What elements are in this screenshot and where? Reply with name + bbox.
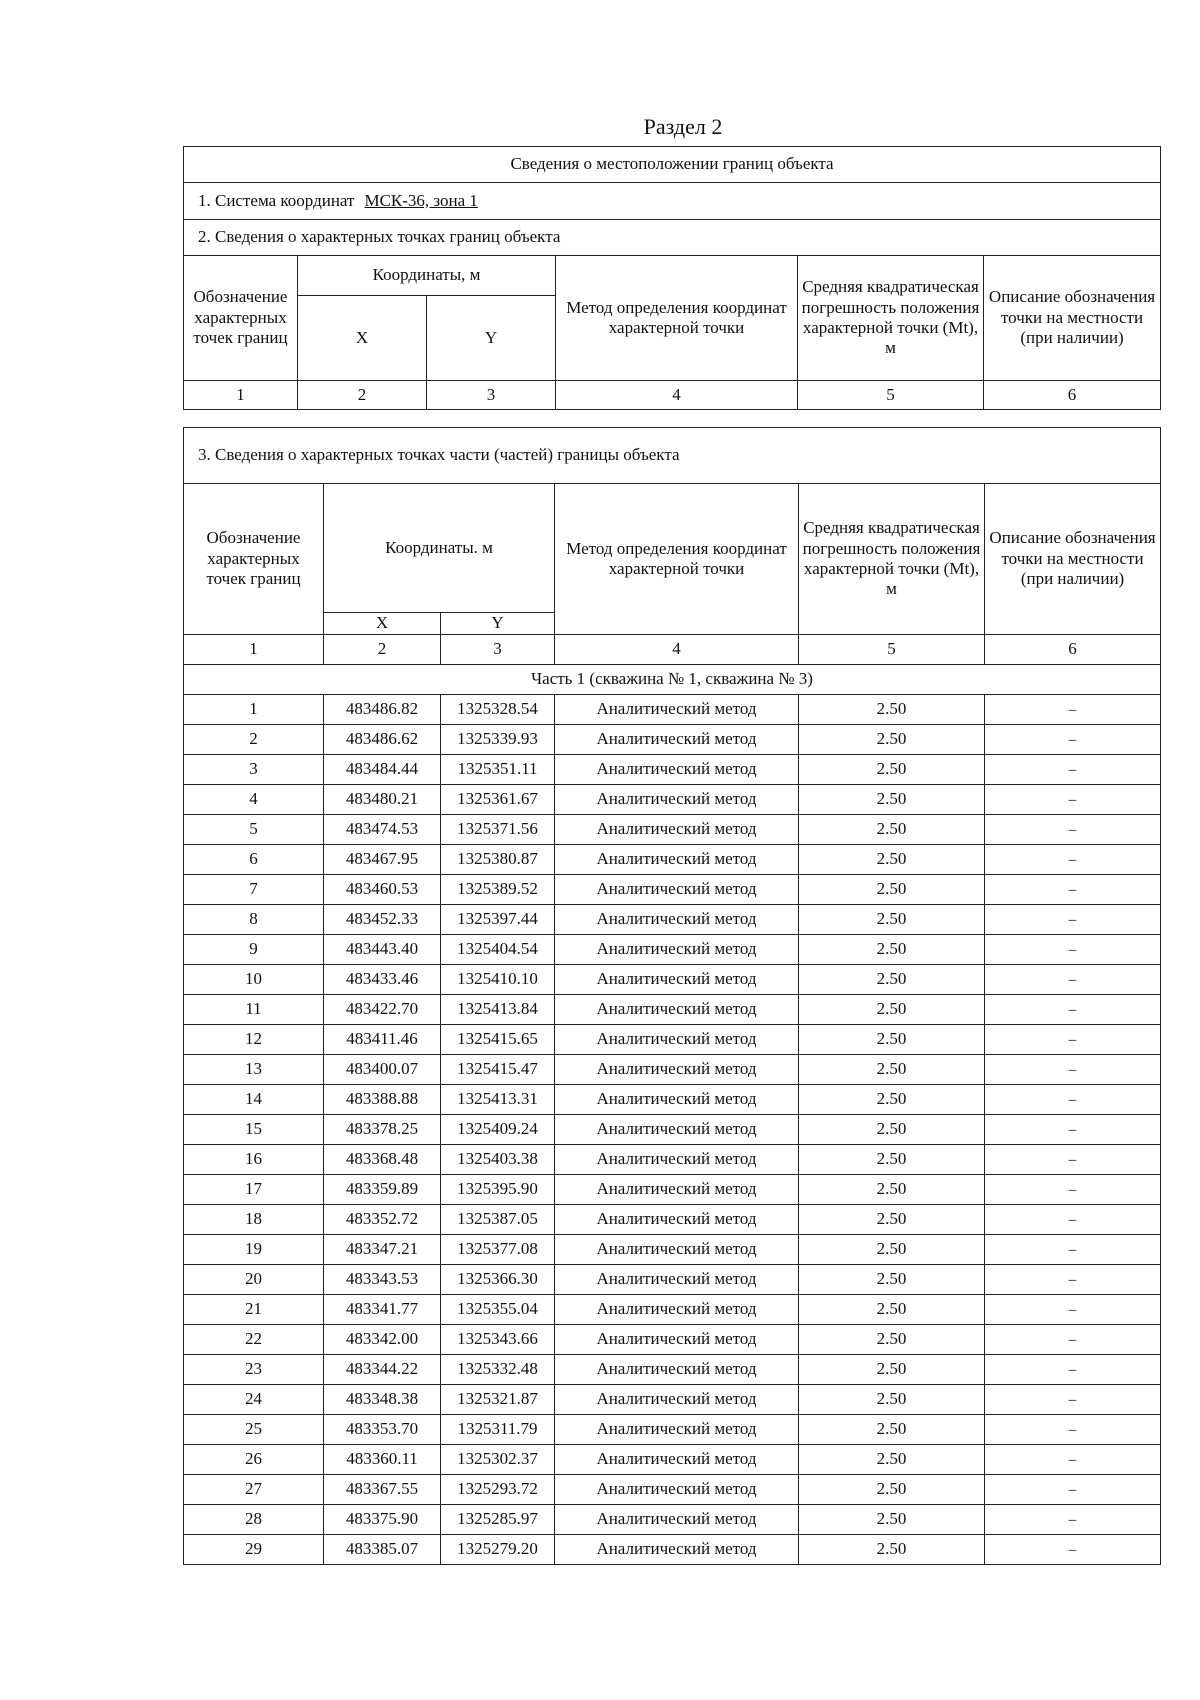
coord-x: 483486.62 bbox=[324, 725, 441, 755]
header-description: Описание обозначения точки на местности (при наличии) bbox=[985, 484, 1161, 635]
method: Аналитический метод bbox=[555, 965, 799, 995]
method: Аналитический метод bbox=[555, 1025, 799, 1055]
coord-y: 1325343.66 bbox=[441, 1325, 555, 1355]
coord-y: 1325410.10 bbox=[441, 965, 555, 995]
method: Аналитический метод bbox=[555, 1445, 799, 1475]
header-error: Средняя квадратическая погрешность положения характерной точки (Mt), м bbox=[799, 484, 985, 635]
coord-x: 483341.77 bbox=[324, 1295, 441, 1325]
coord-y: 1325397.44 bbox=[441, 905, 555, 935]
point-number: 13 bbox=[184, 1055, 324, 1085]
mt-value: 2.50 bbox=[799, 1055, 985, 1085]
point-number: 14 bbox=[184, 1085, 324, 1115]
table-row bbox=[184, 1265, 1161, 1295]
point-number: 20 bbox=[184, 1265, 324, 1295]
coord-y: 1325355.04 bbox=[441, 1295, 555, 1325]
point-number: 7 bbox=[184, 875, 324, 905]
table-row bbox=[184, 725, 1161, 755]
method: Аналитический метод bbox=[555, 1205, 799, 1235]
table-row bbox=[184, 1355, 1161, 1385]
table-row bbox=[184, 1055, 1161, 1085]
col-number: 3 bbox=[441, 635, 555, 665]
method: Аналитический метод bbox=[555, 1055, 799, 1085]
point-number: 26 bbox=[184, 1445, 324, 1475]
col-number: 5 bbox=[799, 635, 985, 665]
description: – bbox=[985, 995, 1161, 1025]
coord-y: 1325279.20 bbox=[441, 1535, 555, 1565]
point-number: 17 bbox=[184, 1175, 324, 1205]
method: Аналитический метод bbox=[555, 1085, 799, 1115]
table-row bbox=[184, 1025, 1161, 1055]
header-coords: Координаты, м bbox=[298, 256, 556, 296]
table-row bbox=[184, 1325, 1161, 1355]
coord-y: 1325285.97 bbox=[441, 1505, 555, 1535]
description: – bbox=[985, 1145, 1161, 1175]
mt-value: 2.50 bbox=[799, 1295, 985, 1325]
description: – bbox=[985, 1295, 1161, 1325]
mt-value: 2.50 bbox=[799, 785, 985, 815]
table-row bbox=[184, 1385, 1161, 1415]
coord-y: 1325339.93 bbox=[441, 725, 555, 755]
point-number: 8 bbox=[184, 905, 324, 935]
mt-value: 2.50 bbox=[799, 875, 985, 905]
mt-value: 2.50 bbox=[799, 1145, 985, 1175]
coord-x: 483352.72 bbox=[324, 1205, 441, 1235]
coord-x: 483486.82 bbox=[324, 695, 441, 725]
description: – bbox=[985, 1325, 1161, 1355]
method: Аналитический метод bbox=[555, 755, 799, 785]
mt-value: 2.50 bbox=[799, 1445, 985, 1475]
mt-value: 2.50 bbox=[799, 1025, 985, 1055]
points-title: 2. Сведения о характерных точках границ объекта bbox=[184, 220, 1161, 256]
coord-y: 1325415.65 bbox=[441, 1025, 555, 1055]
coord-x: 483388.88 bbox=[324, 1085, 441, 1115]
method: Аналитический метод bbox=[555, 875, 799, 905]
col-number: 6 bbox=[984, 381, 1161, 410]
method: Аналитический метод bbox=[555, 935, 799, 965]
coord-x: 483359.89 bbox=[324, 1175, 441, 1205]
point-number: 4 bbox=[184, 785, 324, 815]
mt-value: 2.50 bbox=[799, 1355, 985, 1385]
coord-x: 483400.07 bbox=[324, 1055, 441, 1085]
coord-x: 483342.00 bbox=[324, 1325, 441, 1355]
point-number: 27 bbox=[184, 1475, 324, 1505]
method: Аналитический метод bbox=[555, 1235, 799, 1265]
description: – bbox=[985, 845, 1161, 875]
table-row bbox=[184, 785, 1161, 815]
part-boundary-table bbox=[183, 427, 1161, 1565]
method: Аналитический метод bbox=[555, 1505, 799, 1535]
table-row bbox=[184, 875, 1161, 905]
table-row bbox=[184, 1445, 1161, 1475]
description: – bbox=[985, 1535, 1161, 1565]
col-number: 2 bbox=[298, 381, 427, 410]
method: Аналитический метод bbox=[555, 1535, 799, 1565]
header-x: X bbox=[324, 613, 441, 635]
mt-value: 2.50 bbox=[799, 845, 985, 875]
method: Аналитический метод bbox=[555, 1325, 799, 1355]
description: – bbox=[985, 1025, 1161, 1055]
point-number: 12 bbox=[184, 1025, 324, 1055]
description: – bbox=[985, 1055, 1161, 1085]
description: – bbox=[985, 785, 1161, 815]
coord-y: 1325302.37 bbox=[441, 1445, 555, 1475]
point-number: 22 bbox=[184, 1325, 324, 1355]
header-designation: Обозначение характерных точек границ bbox=[184, 484, 324, 635]
mt-value: 2.50 bbox=[799, 1115, 985, 1145]
point-number: 25 bbox=[184, 1415, 324, 1445]
table-row bbox=[184, 1535, 1161, 1565]
method: Аналитический метод bbox=[555, 1475, 799, 1505]
col-number: 4 bbox=[555, 635, 799, 665]
coord-y: 1325404.54 bbox=[441, 935, 555, 965]
method: Аналитический метод bbox=[555, 845, 799, 875]
col-number: 4 bbox=[556, 381, 798, 410]
mt-value: 2.50 bbox=[799, 1385, 985, 1415]
table-row bbox=[184, 1175, 1161, 1205]
header-coords: Координаты. м bbox=[324, 484, 555, 613]
method: Аналитический метод bbox=[555, 1415, 799, 1445]
description: – bbox=[985, 755, 1161, 785]
coord-x: 483344.22 bbox=[324, 1355, 441, 1385]
coord-y: 1325293.72 bbox=[441, 1475, 555, 1505]
mt-value: 2.50 bbox=[799, 1235, 985, 1265]
point-number: 24 bbox=[184, 1385, 324, 1415]
mt-value: 2.50 bbox=[799, 1325, 985, 1355]
point-number: 29 bbox=[184, 1535, 324, 1565]
coord-y: 1325377.08 bbox=[441, 1235, 555, 1265]
point-number: 28 bbox=[184, 1505, 324, 1535]
description: – bbox=[985, 815, 1161, 845]
col-number: 6 bbox=[985, 635, 1161, 665]
point-number: 15 bbox=[184, 1115, 324, 1145]
coord-x: 483443.40 bbox=[324, 935, 441, 965]
coord-x: 483467.95 bbox=[324, 845, 441, 875]
mt-value: 2.50 bbox=[799, 1175, 985, 1205]
coord-x: 483480.21 bbox=[324, 785, 441, 815]
coord-y: 1325371.56 bbox=[441, 815, 555, 845]
point-number: 2 bbox=[184, 725, 324, 755]
table-row bbox=[184, 1235, 1161, 1265]
description: – bbox=[985, 1475, 1161, 1505]
coord-x: 483353.70 bbox=[324, 1415, 441, 1445]
coord-x: 483433.46 bbox=[324, 965, 441, 995]
point-number: 1 bbox=[184, 695, 324, 725]
description: – bbox=[985, 1235, 1161, 1265]
boundary-location-table bbox=[183, 146, 1161, 410]
coord-y: 1325361.67 bbox=[441, 785, 555, 815]
coord-system-row bbox=[184, 183, 1161, 220]
coord-x: 483474.53 bbox=[324, 815, 441, 845]
coord-x: 483347.21 bbox=[324, 1235, 441, 1265]
coord-x: 483452.33 bbox=[324, 905, 441, 935]
table-row bbox=[184, 1475, 1161, 1505]
method: Аналитический метод bbox=[555, 1385, 799, 1415]
table1-title: Сведения о местоположении границ объекта bbox=[184, 147, 1161, 183]
coord-y: 1325366.30 bbox=[441, 1265, 555, 1295]
point-number: 18 bbox=[184, 1205, 324, 1235]
method: Аналитический метод bbox=[555, 1355, 799, 1385]
method: Аналитический метод bbox=[555, 725, 799, 755]
header-designation: Обозначение характерных точек границ bbox=[184, 256, 298, 381]
coord-x: 483385.07 bbox=[324, 1535, 441, 1565]
table-row bbox=[184, 1145, 1161, 1175]
method: Аналитический метод bbox=[555, 785, 799, 815]
table-row bbox=[184, 755, 1161, 785]
coord-y: 1325332.48 bbox=[441, 1355, 555, 1385]
header-method: Метод определения координат характерной точки bbox=[555, 484, 799, 635]
description: – bbox=[985, 695, 1161, 725]
mt-value: 2.50 bbox=[799, 755, 985, 785]
mt-value: 2.50 bbox=[799, 1205, 985, 1235]
col-number: 3 bbox=[427, 381, 556, 410]
table-row bbox=[184, 815, 1161, 845]
mt-value: 2.50 bbox=[799, 965, 985, 995]
coord-x: 483348.38 bbox=[324, 1385, 441, 1415]
description: – bbox=[985, 1085, 1161, 1115]
coord-x: 483368.48 bbox=[324, 1145, 441, 1175]
coord-y: 1325387.05 bbox=[441, 1205, 555, 1235]
point-number: 6 bbox=[184, 845, 324, 875]
mt-value: 2.50 bbox=[799, 995, 985, 1025]
coord-x: 483422.70 bbox=[324, 995, 441, 1025]
header-y: Y bbox=[441, 613, 555, 635]
description: – bbox=[985, 1505, 1161, 1535]
table-row bbox=[184, 965, 1161, 995]
coord-x: 483367.55 bbox=[324, 1475, 441, 1505]
mt-value: 2.50 bbox=[799, 695, 985, 725]
mt-value: 2.50 bbox=[799, 1265, 985, 1295]
coord-y: 1325413.84 bbox=[441, 995, 555, 1025]
coord-y: 1325413.31 bbox=[441, 1085, 555, 1115]
coord-system-label: 1. Система координат bbox=[198, 190, 355, 210]
description: – bbox=[985, 1265, 1161, 1295]
col-number: 1 bbox=[184, 635, 324, 665]
point-number: 9 bbox=[184, 935, 324, 965]
table-row bbox=[184, 1085, 1161, 1115]
header-error: Средняя квадратическая погрешность положения характерной точки (Mt), м bbox=[798, 256, 984, 381]
coord-x: 483378.25 bbox=[324, 1115, 441, 1145]
description: – bbox=[985, 1445, 1161, 1475]
col-number: 1 bbox=[184, 381, 298, 410]
method: Аналитический метод bbox=[555, 1295, 799, 1325]
description: – bbox=[985, 1415, 1161, 1445]
table-row bbox=[184, 935, 1161, 965]
coord-y: 1325395.90 bbox=[441, 1175, 555, 1205]
coord-y: 1325403.38 bbox=[441, 1145, 555, 1175]
header-method: Метод определения координат характерной точки bbox=[556, 256, 798, 381]
description: – bbox=[985, 965, 1161, 995]
coord-y: 1325380.87 bbox=[441, 845, 555, 875]
method: Аналитический метод bbox=[555, 815, 799, 845]
method: Аналитический метод bbox=[555, 995, 799, 1025]
table-row bbox=[184, 845, 1161, 875]
description: – bbox=[985, 725, 1161, 755]
coord-y: 1325311.79 bbox=[441, 1415, 555, 1445]
description: – bbox=[985, 875, 1161, 905]
method: Аналитический метод bbox=[555, 1175, 799, 1205]
method: Аналитический метод bbox=[555, 1145, 799, 1175]
coord-y: 1325351.11 bbox=[441, 755, 555, 785]
method: Аналитический метод bbox=[555, 1265, 799, 1295]
table-row bbox=[184, 1205, 1161, 1235]
section-title: Раздел 2 bbox=[643, 114, 723, 139]
table-row bbox=[184, 995, 1161, 1025]
point-number: 16 bbox=[184, 1145, 324, 1175]
col-number: 2 bbox=[324, 635, 441, 665]
method: Аналитический метод bbox=[555, 695, 799, 725]
coord-x: 483411.46 bbox=[324, 1025, 441, 1055]
table-row bbox=[184, 1115, 1161, 1145]
mt-value: 2.50 bbox=[799, 1505, 985, 1535]
description: – bbox=[985, 1175, 1161, 1205]
header-x: X bbox=[298, 296, 427, 381]
point-number: 10 bbox=[184, 965, 324, 995]
coord-x: 483484.44 bbox=[324, 755, 441, 785]
mt-value: 2.50 bbox=[799, 1475, 985, 1505]
header-y: Y bbox=[427, 296, 556, 381]
mt-value: 2.50 bbox=[799, 905, 985, 935]
description: – bbox=[985, 1205, 1161, 1235]
mt-value: 2.50 bbox=[799, 1535, 985, 1565]
table-row bbox=[184, 1505, 1161, 1535]
header-description: Описание обозначения точки на местности (при наличии) bbox=[984, 256, 1161, 381]
method: Аналитический метод bbox=[555, 1115, 799, 1145]
coord-x: 483360.11 bbox=[324, 1445, 441, 1475]
coord-x: 483375.90 bbox=[324, 1505, 441, 1535]
coord-y: 1325321.87 bbox=[441, 1385, 555, 1415]
coord-y: 1325389.52 bbox=[441, 875, 555, 905]
mt-value: 2.50 bbox=[799, 815, 985, 845]
table-row bbox=[184, 1415, 1161, 1445]
part-label: Часть 1 (скважина № 1, скважина № 3) bbox=[184, 665, 1161, 695]
table2-title: 3. Сведения о характерных точках части (частей) границы объекта bbox=[184, 428, 1161, 484]
coord-x: 483343.53 bbox=[324, 1265, 441, 1295]
coord-x: 483460.53 bbox=[324, 875, 441, 905]
point-number: 3 bbox=[184, 755, 324, 785]
description: – bbox=[985, 1355, 1161, 1385]
table-row bbox=[184, 1295, 1161, 1325]
method: Аналитический метод bbox=[555, 905, 799, 935]
mt-value: 2.50 bbox=[799, 1415, 985, 1445]
point-number: 23 bbox=[184, 1355, 324, 1385]
col-number: 5 bbox=[798, 381, 984, 410]
table-row bbox=[184, 695, 1161, 725]
point-number: 11 bbox=[184, 995, 324, 1025]
point-number: 5 bbox=[184, 815, 324, 845]
coord-system-value: МСК-36, зона 1 bbox=[364, 190, 478, 210]
table-row bbox=[184, 905, 1161, 935]
mt-value: 2.50 bbox=[799, 725, 985, 755]
description: – bbox=[985, 905, 1161, 935]
description: – bbox=[985, 1385, 1161, 1415]
coord-y: 1325409.24 bbox=[441, 1115, 555, 1145]
coord-y: 1325415.47 bbox=[441, 1055, 555, 1085]
coord-y: 1325328.54 bbox=[441, 695, 555, 725]
mt-value: 2.50 bbox=[799, 935, 985, 965]
description: – bbox=[985, 935, 1161, 965]
mt-value: 2.50 bbox=[799, 1085, 985, 1115]
point-number: 19 bbox=[184, 1235, 324, 1265]
point-number: 21 bbox=[184, 1295, 324, 1325]
description: – bbox=[985, 1115, 1161, 1145]
